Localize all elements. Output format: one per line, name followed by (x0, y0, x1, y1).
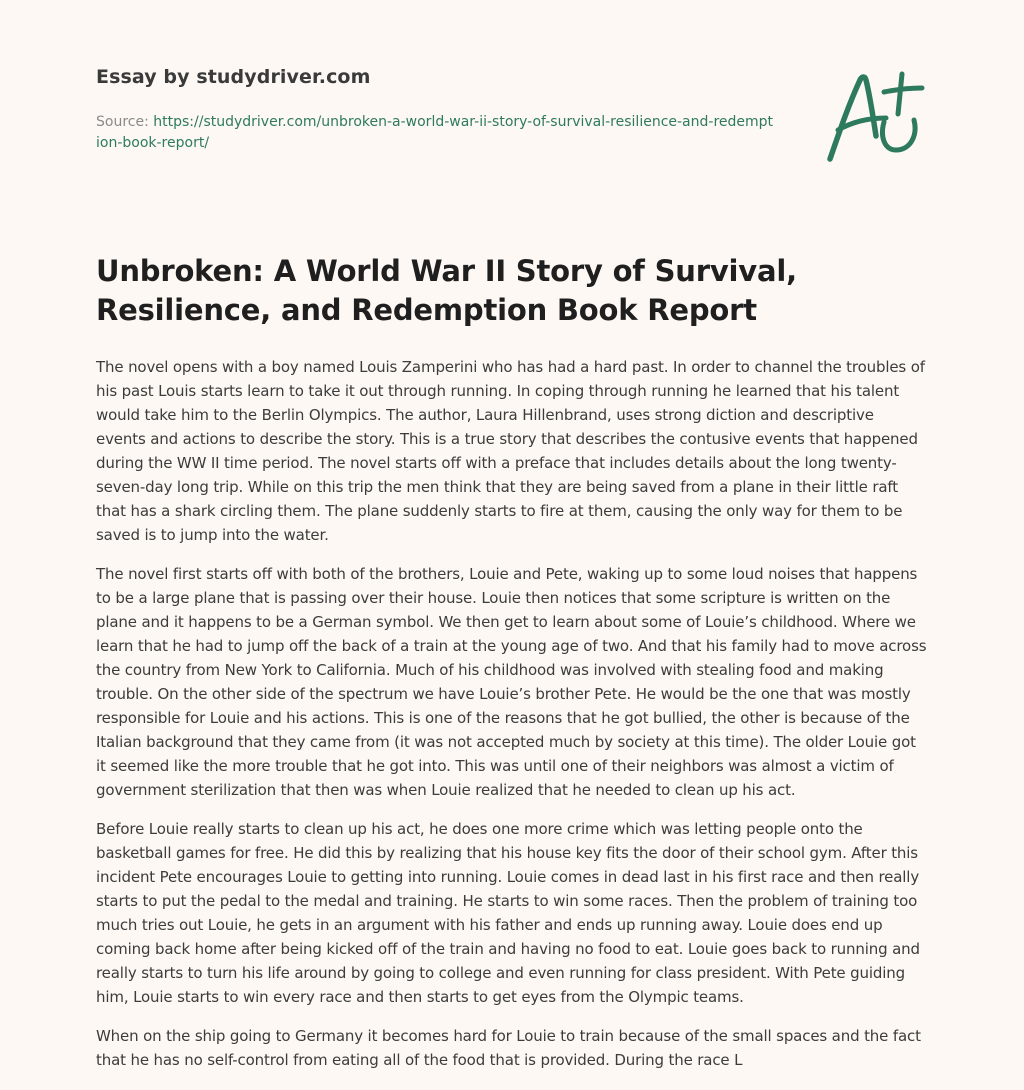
article-paragraph: The novel opens with a boy named Louis Zamperini who has had a hard past. In order to channel the troubles of his past Louis starts learn to take it out through running. In coping through running he learned that his talent would take him to the Berlin Olympics. The author, Laura Hillenbrand, uses strong diction and descriptive events and actions to describe the story. This is a true story that describes the contusive events that happened during the WW II time period. The novel starts off with a preface that includes details about the long twenty-seven-day long trip. While on this trip the men think that they are being saved from a plane in their little raft that has a shark circling them. The plane suddenly starts to fire at them, causing the only way for them to be saved is to jump into the water. (96, 358, 925, 544)
source-label: Source: (96, 114, 154, 130)
article-paragraph: Before Louie really starts to clean up his act, he does one more crime which was letting people onto the basketball games for free. He did this by realizing that his house key fits the door of their school gym. After this incident Pete encourages Louie to getting into running. Louie comes in dead last in his first race and then really starts to put the pedal to the medal and training. He starts to win some races. Then the problem of training too much tries out Louie, he gets in an argument with his father and ends up running away. Louie does end up coming back home after being kicked off of the train and having no food to eat. Louie goes back to running and really starts to turn his life around by going to college and even running for class president. With Pete guiding him, Louie starts to win every race and then starts to get eyes from the Olympic teams. (96, 820, 920, 1006)
source-link[interactable]: https://studydriver.com/unbroken-a-world-war-ii-story-of-survival-resilience-and-redemption-book-report/ (96, 114, 774, 151)
article-title: Unbroken: A World War II Story of Survival, Resilience, and Redemption Book Report (96, 254, 797, 327)
article-paragraph: The novel first starts off with both of the brothers, Louie and Pete, waking up to some loud noises that happens to be a large plane that is passing over their house. Louie then notices that some scripture is written on the plane and it happens to be a German symbol. We then get to learn about some of Louie’s childhood. Where we learn that he had to jump off the back of a train at the young age of two. And that his family had to move across the country from New York to California. Much of his childhood was involved with stealing food and making trouble. On the other side of the spectrum we have Louie’s brother Pete. He would be the one that was mostly responsible for Louie and his actions. This is one of the reasons that he got bullied, the other is because of the Italian background that they came from (it was not accepted much by society at this time). The older Louie got it seemed like the more trouble that he got into. This was until one of their neighbors was almost a victim of government sterilization that then was when Louie realized that he needed to clean up his act. (96, 565, 927, 799)
article-body (96, 355, 928, 1087)
a-plus-logo-icon (818, 66, 928, 166)
article-paragraph: When on the ship going to Germany it becomes hard for Louie to train because of the small spaces and the fact that he has no self-control from eating all of the food that is provided. During the race L (96, 1027, 921, 1069)
source-line (96, 112, 776, 154)
site-title: Essay by studydriver.com (96, 66, 371, 88)
